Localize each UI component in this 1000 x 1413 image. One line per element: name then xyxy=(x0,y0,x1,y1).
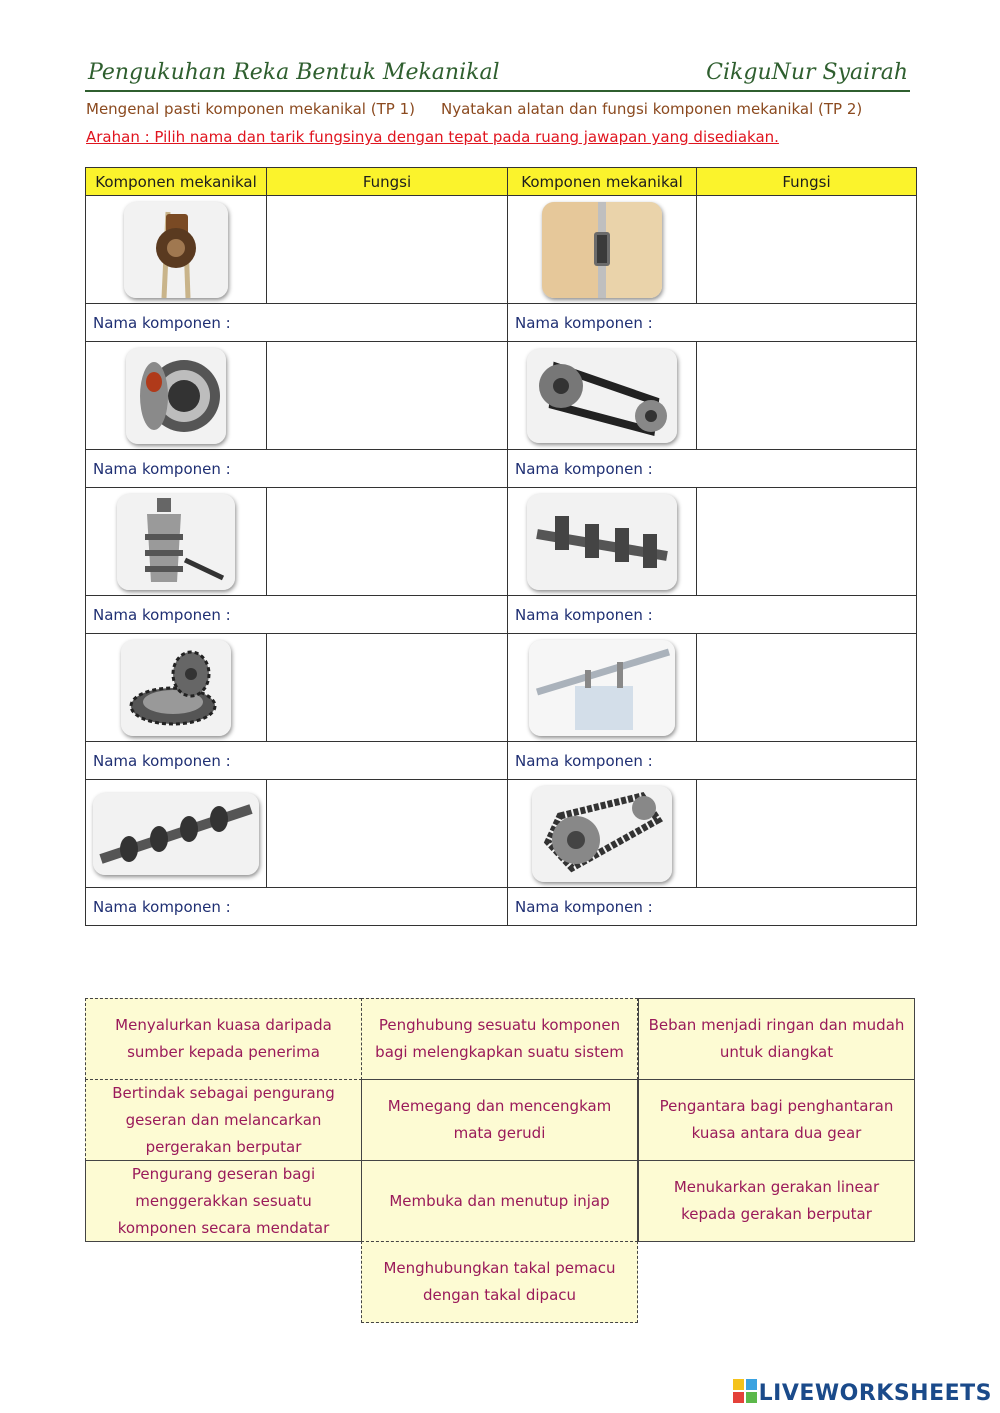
component-image-cell xyxy=(508,634,697,742)
function-card[interactable]: Bertindak sebagai pengurang geseran dan melancarkan pergerakan berputar xyxy=(85,1079,362,1161)
col-header-component: Komponen mekanikal xyxy=(86,168,267,196)
component-name-field[interactable]: Nama komponen : xyxy=(86,742,508,780)
table-header-row xyxy=(86,168,917,196)
objective-tp1: Mengenal pasti komponen mekanikal (TP 1) xyxy=(86,100,415,118)
pulley-icon xyxy=(124,202,228,298)
component-name-field[interactable]: Nama komponen : xyxy=(86,888,508,926)
component-name-field[interactable]: Nama komponen : xyxy=(508,450,917,488)
belt-drive-icon xyxy=(527,349,677,443)
function-answer-slot[interactable] xyxy=(267,780,508,888)
component-image-cell xyxy=(86,780,267,888)
component-image-cell xyxy=(508,342,697,450)
function-answer-slot[interactable] xyxy=(267,488,508,596)
function-card[interactable]: Menyalurkan kuasa daripada sumber kepada penerima xyxy=(85,998,362,1080)
function-answer-slot[interactable] xyxy=(267,342,508,450)
table-row xyxy=(86,888,917,926)
component-name-field[interactable]: Nama komponen : xyxy=(508,888,917,926)
author-name: CikguNur Syairah xyxy=(706,60,908,85)
function-card[interactable]: Pengurang geseran bagi menggerakkan sesuatu komponen secara mendatar xyxy=(85,1160,362,1242)
header-divider xyxy=(85,90,910,92)
component-image-cell xyxy=(86,196,267,304)
component-name-field[interactable]: Nama komponen : xyxy=(86,596,508,634)
component-image-cell xyxy=(508,196,697,304)
liveworksheets-logo-icon xyxy=(733,1379,757,1407)
worksheet-title: Pengukuhan Reka Bentuk Mekanikal xyxy=(88,60,500,85)
function-card[interactable]: Menghubungkan takal pemacu dengan takal dipacu xyxy=(361,1241,638,1323)
function-card[interactable]: Pengantara bagi penghantaran kuasa antara dua gear xyxy=(638,1079,915,1161)
drill-chuck-icon xyxy=(117,494,235,590)
hinge-icon xyxy=(542,202,662,298)
function-card[interactable]: Membuka dan menutup injap xyxy=(361,1160,638,1242)
function-card[interactable]: Beban menjadi ringan dan mudah untuk diangkat xyxy=(638,998,915,1080)
chain-sprocket-icon xyxy=(532,786,672,882)
liveworksheets-logo xyxy=(733,1378,992,1408)
component-name-field[interactable]: Nama komponen : xyxy=(508,742,917,780)
function-card[interactable]: Penghubung sesuatu komponen bagi melengkapkan suatu sistem xyxy=(361,998,638,1080)
component-table xyxy=(85,167,917,926)
table-row xyxy=(86,342,917,450)
table-row xyxy=(86,450,917,488)
col-header-function: Fungsi xyxy=(267,168,508,196)
function-answer-slot[interactable] xyxy=(697,780,917,888)
instruction-text: Arahan : Pilih nama dan tarik fungsinya dengan tepat pada ruang jawapan yang disediakan. xyxy=(86,128,779,146)
logo-text: LIVEWORKSHEETS xyxy=(758,1380,992,1406)
crankshaft-icon xyxy=(527,494,677,590)
bearing-icon xyxy=(126,348,226,444)
camshaft-icon xyxy=(93,793,259,875)
objective-tp2: Nyatakan alatan dan fungsi komponen mekanikal (TP 2) xyxy=(441,100,863,118)
table-row xyxy=(86,304,917,342)
table-row xyxy=(86,196,917,304)
table-row xyxy=(86,488,917,596)
function-answer-slot[interactable] xyxy=(697,634,917,742)
component-name-field[interactable]: Nama komponen : xyxy=(86,450,508,488)
col-header-function: Fungsi xyxy=(697,168,917,196)
component-name-field[interactable]: Nama komponen : xyxy=(86,304,508,342)
col-header-component: Komponen mekanikal xyxy=(508,168,697,196)
component-image-cell xyxy=(86,634,267,742)
component-image-cell xyxy=(86,342,267,450)
function-answer-slot[interactable] xyxy=(697,488,917,596)
function-answer-slot[interactable] xyxy=(267,196,508,304)
table-row xyxy=(86,742,917,780)
function-card[interactable]: Menukarkan gerakan linear kepada gerakan berputar xyxy=(638,1160,915,1242)
component-name-field[interactable]: Nama komponen : xyxy=(508,596,917,634)
table-row xyxy=(86,780,917,888)
component-image-cell xyxy=(508,780,697,888)
function-answer-slot[interactable] xyxy=(697,342,917,450)
slide-rail-icon xyxy=(529,640,675,736)
function-answer-slot[interactable] xyxy=(697,196,917,304)
component-image-cell xyxy=(508,488,697,596)
table-row xyxy=(86,634,917,742)
function-card[interactable]: Memegang dan mencengkam mata gerudi xyxy=(361,1079,638,1161)
bevel-gear-icon xyxy=(121,640,231,736)
function-answer-slot[interactable] xyxy=(267,634,508,742)
table-row xyxy=(86,596,917,634)
component-name-field[interactable]: Nama komponen : xyxy=(508,304,917,342)
component-image-cell xyxy=(86,488,267,596)
